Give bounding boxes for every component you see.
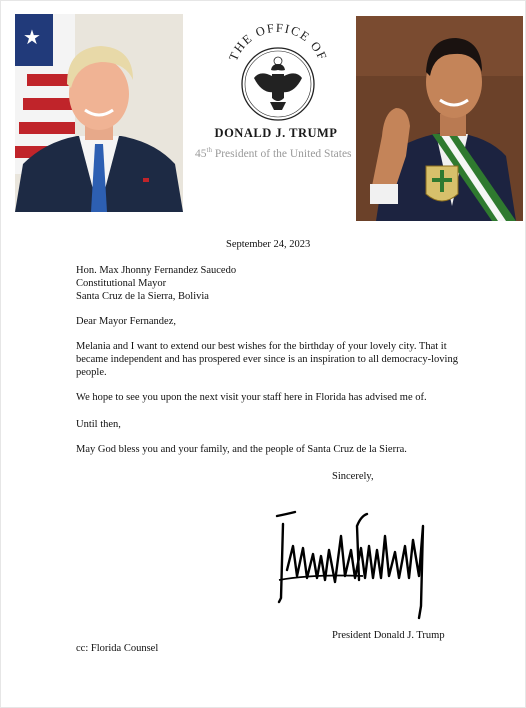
- svg-text:★: ★: [23, 25, 41, 49]
- signer-name: President Donald J. Trump: [332, 630, 445, 641]
- eagle-icon: [254, 64, 302, 110]
- office-name-title: DONALD J. TRUMP: [214, 126, 338, 140]
- letter-date: September 24, 2023: [226, 239, 311, 250]
- body-paragraph: Until then,: [76, 419, 121, 430]
- star-cluster-icon: [274, 57, 282, 65]
- cc-line: cc: Florida Counsel: [76, 643, 159, 654]
- subtitle-suffix: th: [206, 146, 212, 154]
- handwritten-signature: [273, 506, 433, 626]
- recipient-address: [76, 264, 236, 303]
- office-arc-text: THE OFFICE OF: [226, 20, 330, 63]
- body-paragraph: We hope to see you upon the next visit your staff here in Florida has advised me of.: [76, 392, 427, 403]
- subtitle-number: 45: [195, 147, 207, 160]
- address-line: Constitutional Mayor: [76, 278, 167, 289]
- office-emblem: [216, 18, 340, 124]
- body-paragraph: May God bless you and your family, and the people of Santa Cruz de la Sierra.: [76, 444, 407, 455]
- portrait-left-photo: [15, 14, 183, 212]
- address-line: Santa Cruz de la Sierra, Bolivia: [76, 291, 209, 302]
- mayor-portrait-image: [356, 16, 523, 221]
- salutation: Dear Mayor Fernandez,: [76, 316, 176, 327]
- closing: Sincerely,: [332, 471, 374, 482]
- subtitle-text: President of the United States: [211, 147, 352, 160]
- office-subtitle: [195, 146, 356, 160]
- address-line: Hon. Max Jhonny Fernandez Saucedo: [76, 265, 237, 276]
- portrait-right-photo: [356, 16, 523, 221]
- trump-portrait-image: [15, 14, 183, 212]
- body-paragraph: Melania and I want to extend our best wishes for the birthday of your lovely city. That it became independent and has prospered ever since is an inspiration to all democracy-loving people.: [76, 341, 458, 378]
